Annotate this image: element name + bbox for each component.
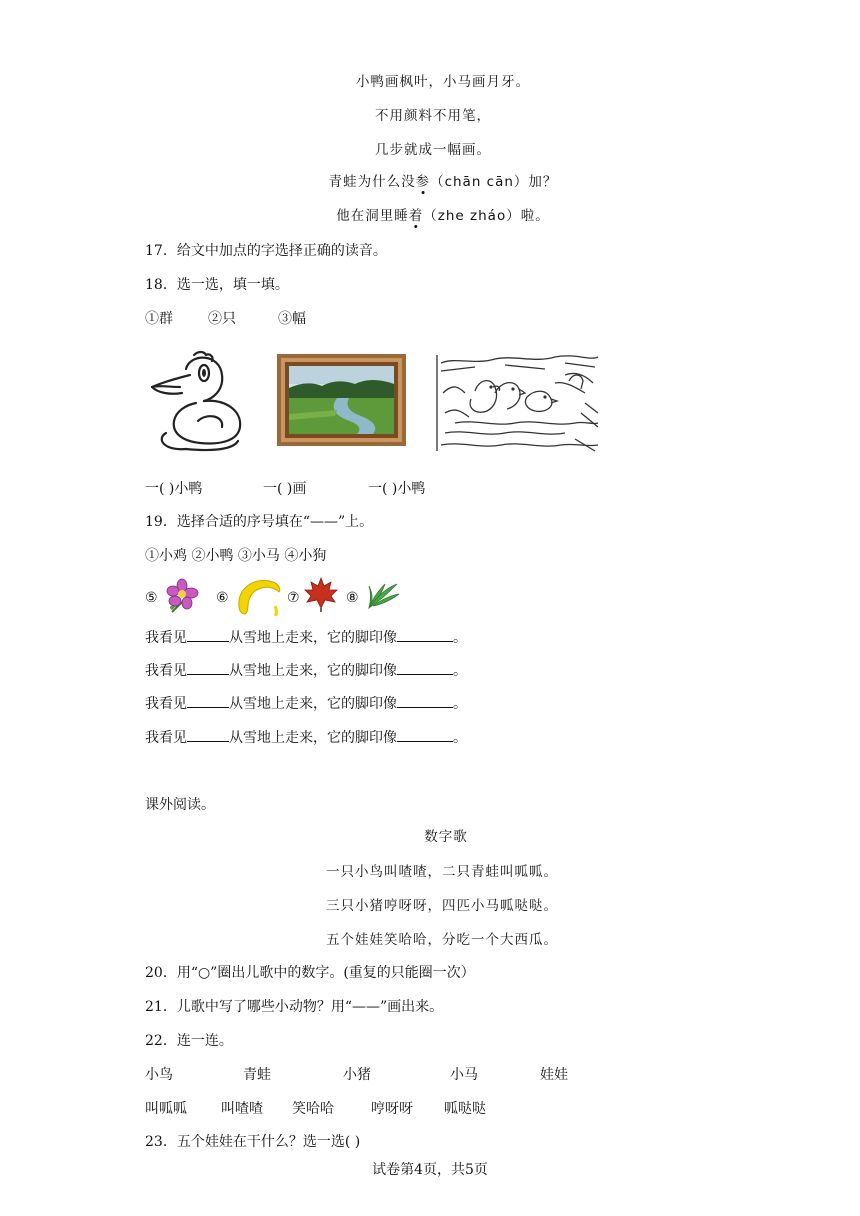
ducks-pond-image [435, 353, 600, 453]
answer-blank[interactable] [187, 627, 229, 642]
bamboo-leaf-icon [363, 578, 403, 612]
question-23: 23．五个娃娃在干什么？选一选( ) [145, 1134, 361, 1150]
song-line-1: 一只小鸟叫喳喳，二只青蛙叫呱呱。 [326, 864, 558, 880]
duck-drawing-image [146, 347, 246, 455]
poem-line-2: 不用颜料不用笔， [375, 108, 491, 124]
song-line-3: 五个娃娃笑哈哈，分吃一个大西瓜。 [326, 932, 558, 948]
pic-label-6: ⑥ [216, 590, 229, 606]
match-bottom-2[interactable]: 叫喳喳 [221, 1101, 263, 1117]
option-3: ③幅 [278, 311, 306, 327]
fill-blank-2[interactable]: 一( )画 [263, 481, 307, 497]
poem-line-5-pre: 他在洞里睡 [336, 208, 409, 224]
question-21: 21．儿歌中写了哪些小动物？用“——”画出来。 [145, 999, 444, 1015]
option-1: ①群 [145, 311, 173, 327]
option-2: ②只 [208, 311, 236, 327]
answer-blank[interactable] [397, 660, 453, 675]
question-20: 20．用“○”圈出儿歌中的数字。(重复的只能圈一次） [145, 965, 475, 981]
maple-leaf-icon [303, 576, 339, 612]
question-18: 18．选一选，填一填。 [145, 277, 289, 293]
match-top-1[interactable]: 小鸟 [145, 1067, 173, 1083]
framed-painting-image [277, 354, 406, 446]
dotted-char-can: 参 [415, 174, 431, 190]
match-bottom-1[interactable]: 叫呱呱 [145, 1101, 187, 1117]
fill-blank-1[interactable]: 一( )小鸭 [145, 481, 203, 497]
sentence-4: 我看见 从雪地上走来，它的脚印像 。 [145, 727, 467, 748]
poem-line-5-post: （zhe zháo）啦。 [423, 208, 550, 224]
poem-line-1: 小鸭画枫叶，小马画月牙。 [356, 74, 530, 90]
poem-line-3: 几步就成一幅画。 [375, 142, 491, 158]
answer-blank[interactable] [397, 727, 453, 742]
question-17: 17．给文中加点的字选择正确的读音。 [145, 243, 387, 259]
poem-line-4-pre: 青蛙为什么没 [328, 174, 416, 190]
match-bottom-4[interactable]: 哼呀呀 [371, 1101, 413, 1117]
answer-blank[interactable] [187, 727, 229, 742]
match-bottom-5[interactable]: 呱哒哒 [444, 1101, 486, 1117]
pic-label-8: ⑧ [346, 590, 359, 606]
dotted-char-zhe: 着 [408, 208, 424, 224]
crescent-moon-icon [235, 576, 281, 616]
answer-blank[interactable] [187, 660, 229, 675]
match-top-4[interactable]: 小马 [450, 1067, 478, 1083]
answer-blank[interactable] [397, 693, 453, 708]
match-top-5[interactable]: 娃娃 [540, 1067, 568, 1083]
page-footer: 试卷第4页，共5页 [372, 1162, 488, 1178]
sentence-2: 我看见 从雪地上走来，它的脚印像 。 [145, 660, 467, 681]
sentence-3: 我看见 从雪地上走来，它的脚印像 。 [145, 693, 467, 714]
poem-line-4-post: （chān cān）加？ [430, 174, 558, 190]
match-bottom-3[interactable]: 笑哈哈 [292, 1101, 334, 1117]
flower-icon [162, 576, 202, 614]
match-top-3[interactable]: 小猪 [343, 1067, 371, 1083]
answer-blank[interactable] [187, 693, 229, 708]
reading-heading: 课外阅读。 [145, 797, 215, 813]
match-top-2[interactable]: 青蛙 [243, 1067, 271, 1083]
pic-label-5: ⑤ [145, 590, 158, 606]
pic-label-7: ⑦ [287, 590, 300, 606]
poem-line-4 [329, 172, 558, 192]
sentence-1: 我看见 从雪地上走来，它的脚印像 。 [145, 627, 467, 648]
song-title: 数字歌 [424, 829, 468, 845]
question-22: 22．连一连。 [145, 1033, 233, 1049]
song-line-2: 三只小猪哼呀呀，四匹小马呱哒哒。 [326, 898, 558, 914]
fill-blank-3[interactable]: 一( )小鸭 [368, 481, 426, 497]
question-19: 19．选择合适的序号填在“——”上。 [145, 514, 374, 530]
answer-blank[interactable] [397, 627, 453, 642]
poem-line-5 [336, 206, 549, 226]
animal-options: ①小鸡 ②小鸭 ③小马 ④小狗 [145, 548, 327, 564]
